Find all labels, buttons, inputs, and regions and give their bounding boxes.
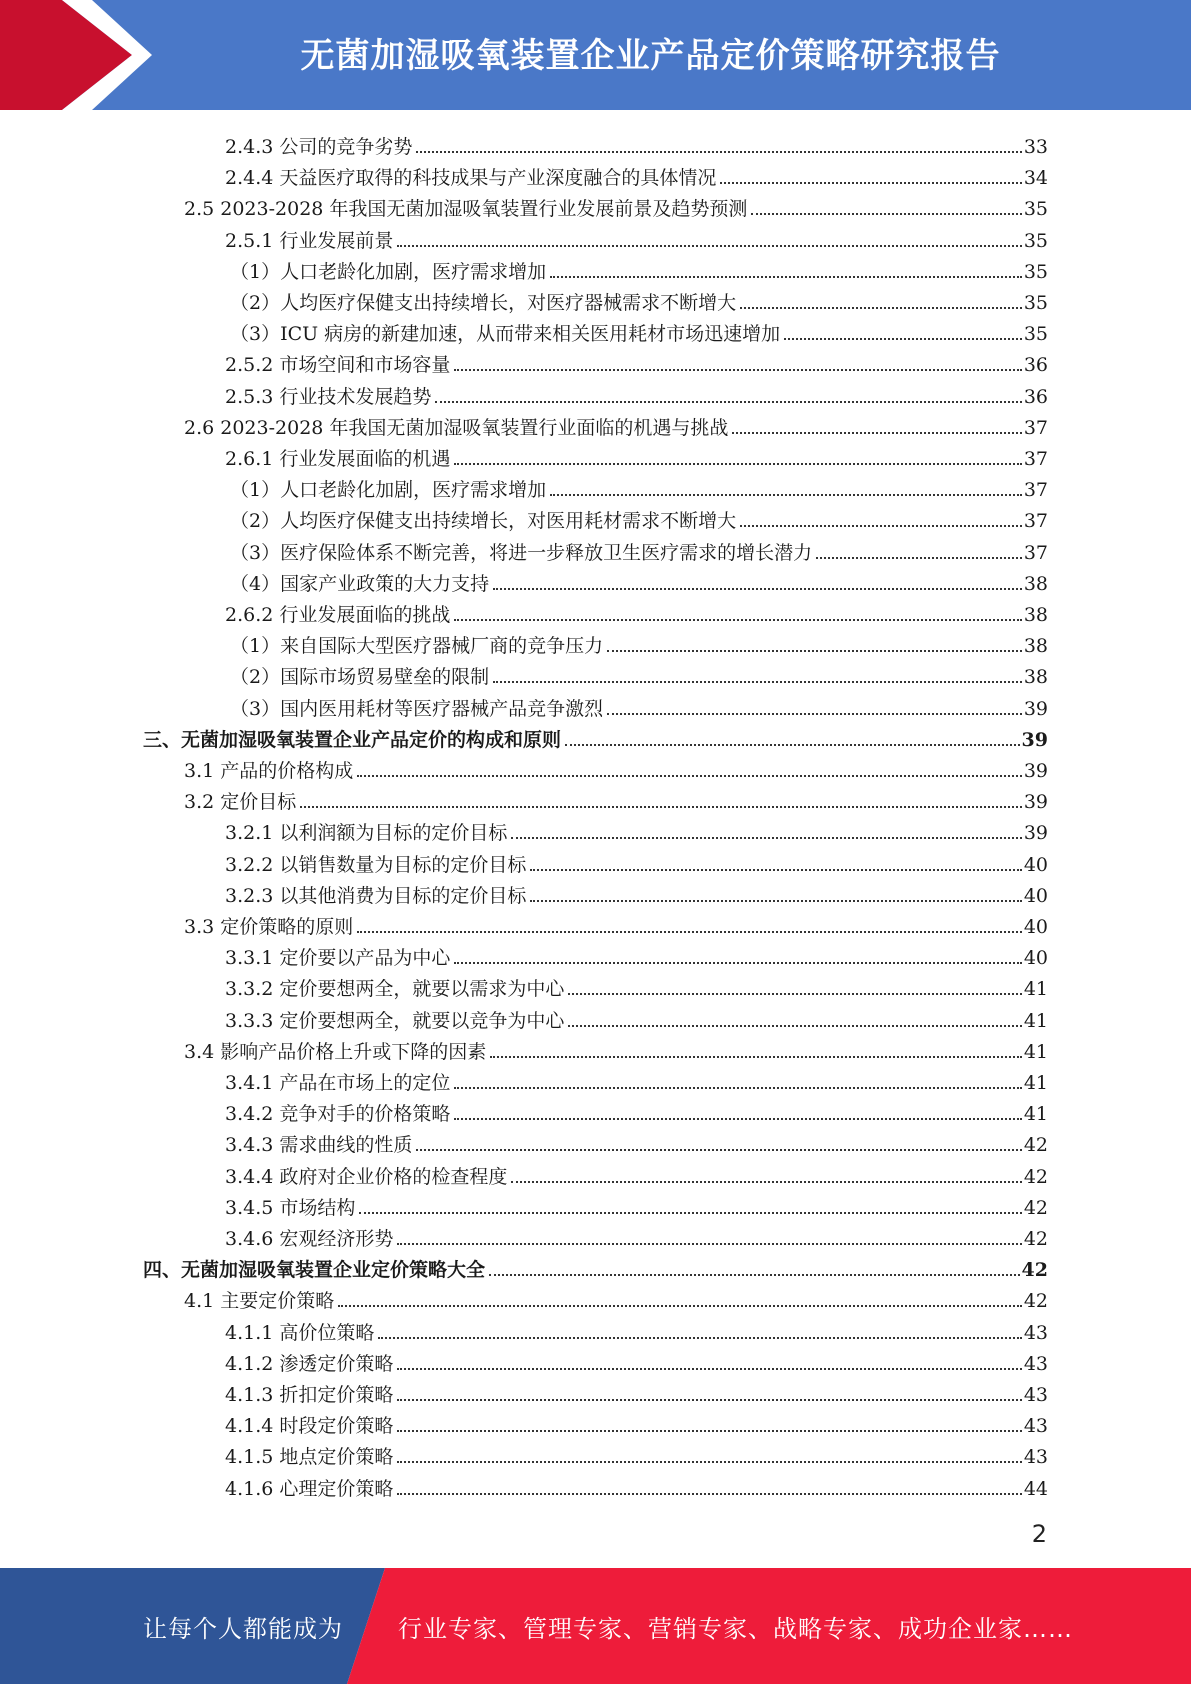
- toc-entry[interactable]: [225, 1095, 1048, 1126]
- toc-dot-leader: [732, 432, 1021, 434]
- toc-entry-page: 44: [1023, 1477, 1048, 1500]
- toc-entry-label: 3.3.1 定价要以产品为中心: [225, 947, 451, 970]
- toc-dot-leader: [511, 1181, 1021, 1183]
- toc-entry-page: 38: [1023, 572, 1048, 595]
- toc-entry-page: 41: [1023, 1009, 1048, 1032]
- toc-dot-leader: [490, 1056, 1022, 1058]
- toc-entry-page: 40: [1023, 853, 1048, 876]
- toc-entry-label: 3.4.6 宏观经济形势: [225, 1228, 394, 1250]
- toc-entry-label: （3）ICU 病房的新建加速，从而带来相关医用耗材市场迅速增加: [230, 323, 781, 346]
- toc-dot-leader: [511, 837, 1021, 839]
- toc-dot-leader: [530, 900, 1021, 902]
- toc-entry[interactable]: [225, 159, 1048, 190]
- toc-dot-leader: [530, 869, 1021, 871]
- toc-entry-page: 35: [1023, 323, 1048, 346]
- toc-dot-leader: [454, 463, 1021, 465]
- toc-dot-leader: [489, 1274, 1020, 1276]
- toc-entry-label: 2.6.2 行业发展面临的挑战: [225, 604, 451, 626]
- toc-entry[interactable]: [230, 502, 1048, 533]
- toc-entry[interactable]: [225, 128, 1048, 159]
- toc-entry[interactable]: [225, 1345, 1048, 1376]
- toc-entry-page: 40: [1023, 916, 1048, 938]
- toc-entry[interactable]: [230, 315, 1048, 346]
- toc-entry-page: 37: [1023, 416, 1048, 439]
- toc-entry[interactable]: [230, 658, 1048, 689]
- toc-entry[interactable]: [184, 752, 1048, 783]
- page-footer: [0, 1568, 1191, 1684]
- toc-entry-page: 42: [1023, 1290, 1048, 1313]
- toc-entry-page: 35: [1023, 198, 1048, 221]
- toc-entry-label: 4.1.1 高价位策略: [225, 1321, 375, 1344]
- toc-dot-leader: [397, 1461, 1021, 1463]
- toc-dot-leader: [720, 182, 1021, 184]
- toc-entry-page: 35: [1023, 229, 1048, 252]
- toc-entry-page: 43: [1023, 1321, 1048, 1344]
- toc-entry-page: 40: [1023, 947, 1048, 970]
- toc-entry-page: 39: [1021, 728, 1048, 751]
- toc-entry-label: 3.4.4 政府对企业价格的检查程度: [225, 1165, 508, 1188]
- toc-dot-leader: [357, 931, 1022, 933]
- toc-dot-leader: [454, 369, 1021, 371]
- toc-entry-label: 2.5.2 市场空间和市场容量: [225, 354, 451, 377]
- toc-entry-label: 3.3.2 定价要想两全，就要以需求为中心: [225, 978, 565, 1001]
- toc-entry[interactable]: [230, 690, 1048, 721]
- toc-entry[interactable]: [225, 596, 1048, 627]
- toc-dot-leader: [751, 213, 1021, 215]
- toc-entry-label: （1）人口老龄化加剧，医疗需求增加: [230, 260, 547, 283]
- toc-entry-label: （3）医疗保险体系不断完善，将进一步释放卫生医疗需求的增长潜力: [230, 541, 813, 564]
- toc-entry[interactable]: [225, 939, 1048, 970]
- toc-entry-label: 2.4.4 天益医疗取得的科技成果与产业深度融合的具体情况: [225, 167, 717, 190]
- toc-entry-label: 4.1.4 时段定价策略: [225, 1415, 394, 1438]
- toc-entry[interactable]: [225, 378, 1048, 409]
- toc-entry-page: 43: [1023, 1352, 1048, 1375]
- toc-entry[interactable]: [230, 253, 1048, 284]
- toc-entry[interactable]: [225, 1314, 1048, 1345]
- toc-entry[interactable]: [143, 721, 1048, 752]
- toc-entry[interactable]: [184, 908, 1048, 939]
- toc-entry-page: 39: [1023, 760, 1048, 782]
- toc-entry-label: 4.1.6 心理定价策略: [225, 1477, 394, 1500]
- toc-entry-label: 4.1.5 地点定价策略: [225, 1446, 394, 1469]
- toc-dot-leader: [300, 806, 1022, 808]
- toc-entry-label: 2.5.1 行业发展前景: [225, 229, 394, 252]
- toc-dot-leader: [397, 1493, 1021, 1495]
- toc-entry-page: 39: [1023, 791, 1048, 814]
- toc-entry-page: 40: [1023, 884, 1048, 907]
- toc-entry[interactable]: [184, 190, 1048, 221]
- toc-dot-leader: [568, 1025, 1021, 1027]
- toc-dot-leader: [784, 338, 1022, 340]
- toc-dot-leader: [607, 713, 1022, 715]
- toc-dot-leader: [454, 1118, 1021, 1120]
- toc-entry-page: 41: [1023, 1072, 1048, 1094]
- toc-dot-leader: [416, 1149, 1021, 1151]
- toc-dot-leader: [568, 993, 1021, 995]
- toc-entry-page: 35: [1023, 260, 1048, 283]
- toc-entry-label: 4.1 主要定价策略: [184, 1290, 335, 1313]
- toc-entry-label: （2）人均医疗保健支出持续增长，对医用耗材需求不断增大: [230, 510, 737, 533]
- toc-entry[interactable]: [225, 1470, 1048, 1501]
- toc-entry[interactable]: [143, 1251, 1048, 1282]
- page-number: 2: [1031, 1520, 1047, 1548]
- toc-entry-page: 42: [1023, 1134, 1048, 1157]
- toc-entry-page: 37: [1023, 479, 1048, 502]
- toc-entry-page: 36: [1023, 385, 1048, 408]
- footer-slogan-right: 行业专家、管理专家、营销专家、战略专家、成功企业家……: [398, 1614, 1073, 1643]
- toc-entry[interactable]: [184, 783, 1048, 814]
- toc-dot-leader: [493, 681, 1022, 683]
- toc-entry[interactable]: [225, 1064, 1048, 1095]
- toc-entry-label: （3）国内医用耗材等医疗器械产品竞争激烈: [230, 697, 604, 720]
- toc-dot-leader: [338, 1305, 1022, 1307]
- toc-dot-leader: [565, 744, 1020, 746]
- toc-entry[interactable]: [225, 1158, 1048, 1189]
- toc-entry-label: 3.4.3 需求曲线的性质: [225, 1134, 413, 1157]
- footer-slogan-left: 让每个人都能成为: [143, 1614, 343, 1643]
- toc-entry-page: 37: [1023, 448, 1048, 470]
- toc-entry[interactable]: [184, 1033, 1048, 1064]
- toc-entry[interactable]: [225, 1126, 1048, 1157]
- toc-entry[interactable]: [225, 222, 1048, 253]
- toc-entry-label: （1）人口老龄化加剧，医疗需求增加: [230, 479, 547, 502]
- toc-entry-page: 43: [1023, 1384, 1048, 1406]
- toc-entry-page: 39: [1023, 822, 1048, 845]
- toc-dot-leader: [550, 276, 1022, 278]
- toc-dot-leader: [397, 1430, 1021, 1432]
- toc-entry-label: 3.3.3 定价要想两全，就要以竞争为中心: [225, 1009, 565, 1032]
- toc-dot-leader: [454, 1087, 1021, 1089]
- toc-entry-page: 39: [1023, 697, 1048, 720]
- document-title: 无菌加湿吸氧装置企业产品定价策略研究报告: [300, 35, 1001, 76]
- toc-entry-label: 3.2.3 以其他消费为目标的定价目标: [225, 884, 527, 907]
- toc-dot-leader: [397, 1399, 1021, 1401]
- toc-entry[interactable]: [225, 1002, 1048, 1033]
- page-header: [0, 0, 1191, 110]
- toc-entry-label: （1）来自国际大型医疗器械厂商的竞争压力: [230, 635, 604, 658]
- toc-dot-leader: [550, 494, 1022, 496]
- toc-entry-page: 43: [1023, 1415, 1048, 1438]
- toc-entry-page: 42: [1023, 1165, 1048, 1188]
- toc-entry[interactable]: [230, 284, 1048, 315]
- toc-entry-page: 36: [1023, 354, 1048, 377]
- toc-dot-leader: [397, 1368, 1021, 1370]
- toc-entry-label: （4）国家产业政策的大力支持: [230, 572, 490, 595]
- toc-entry-label: 3.4.1 产品在市场上的定位: [225, 1072, 451, 1094]
- toc-entry-page: 41: [1023, 978, 1048, 1001]
- toc-entry[interactable]: [230, 627, 1048, 658]
- toc-entry-page: 38: [1023, 635, 1048, 658]
- toc-entry-page: 41: [1023, 1103, 1048, 1126]
- toc-entry-label: 3.2.1 以利润额为目标的定价目标: [225, 822, 508, 845]
- toc-entry-label: 4.1.2 渗透定价策略: [225, 1352, 394, 1375]
- toc-dot-leader: [740, 307, 1022, 309]
- toc-entry-label: 2.6 2023-2028 年我国无菌加湿吸氧装置行业面临的机遇与挑战: [184, 416, 729, 439]
- toc-entry-label: 3.2.2 以销售数量为目标的定价目标: [225, 853, 527, 876]
- toc-dot-leader: [378, 1337, 1021, 1339]
- toc-entry-label: 3.4.5 市场结构: [225, 1196, 356, 1219]
- toc-entry-label: 4.1.3 折扣定价策略: [225, 1384, 394, 1406]
- toc-entry[interactable]: [230, 534, 1048, 565]
- toc-entry[interactable]: [225, 346, 1048, 377]
- toc-entry[interactable]: [184, 409, 1048, 440]
- toc-entry[interactable]: [225, 1220, 1048, 1251]
- toc-dot-leader: [493, 588, 1022, 590]
- toc-dot-leader: [416, 151, 1021, 153]
- toc-dot-leader: [397, 1243, 1021, 1245]
- toc-entry[interactable]: [225, 1189, 1048, 1220]
- toc-dot-leader: [816, 557, 1022, 559]
- toc-entry[interactable]: [225, 1438, 1048, 1469]
- toc-entry-label: 四、无菌加湿吸氧装置企业定价策略大全: [143, 1259, 486, 1282]
- toc-entry[interactable]: [225, 846, 1048, 877]
- toc-entry-page: 37: [1023, 510, 1048, 533]
- toc-entry[interactable]: [225, 877, 1048, 908]
- toc-entry-label: 3.3 定价策略的原则: [184, 916, 354, 938]
- toc-entry-page: 41: [1023, 1040, 1048, 1063]
- toc-entry-page: 34: [1023, 167, 1048, 190]
- toc-entry-page: 35: [1023, 292, 1048, 314]
- toc-entry-page: 38: [1023, 666, 1048, 689]
- toc-dot-leader: [359, 1212, 1021, 1214]
- toc-entry-label: 2.5.3 行业技术发展趋势: [225, 385, 432, 408]
- toc-entry-page: 38: [1023, 604, 1048, 626]
- toc-entry-page: 43: [1023, 1446, 1048, 1469]
- toc-entry[interactable]: [225, 814, 1048, 845]
- toc-entry[interactable]: [230, 471, 1048, 502]
- toc-entry[interactable]: [225, 970, 1048, 1001]
- toc-entry-page: 42: [1023, 1196, 1048, 1219]
- toc-dot-leader: [454, 962, 1021, 964]
- toc-entry-label: 3.2 定价目标: [184, 791, 297, 814]
- toc-entry-label: 3.4.2 竞争对手的价格策略: [225, 1103, 451, 1126]
- toc-entry-label: 2.4.3 公司的竞争劣势: [225, 136, 413, 158]
- toc-entry-page: 42: [1021, 1259, 1048, 1282]
- toc-entry-label: 2.6.1 行业发展面临的机遇: [225, 448, 451, 470]
- toc-entry-label: （2）国际市场贸易壁垒的限制: [230, 666, 490, 689]
- toc-dot-leader: [397, 245, 1021, 247]
- toc-entry-label: （2）人均医疗保健支出持续增长，对医疗器械需求不断增大: [230, 292, 737, 314]
- toc-dot-leader: [454, 619, 1021, 621]
- toc-entry[interactable]: [184, 1282, 1048, 1313]
- toc-dot-leader: [435, 401, 1021, 403]
- toc-entry[interactable]: [225, 1407, 1048, 1438]
- toc-dot-leader: [357, 775, 1022, 777]
- toc-entry-label: 3.4 影响产品价格上升或下降的因素: [184, 1040, 487, 1063]
- toc-dot-leader: [740, 525, 1022, 527]
- toc-entry-label: 三、无菌加湿吸氧装置企业产品定价的构成和原则: [143, 728, 562, 751]
- toc-dot-leader: [607, 650, 1022, 652]
- toc-entry[interactable]: [230, 565, 1048, 596]
- toc-entry[interactable]: [225, 440, 1048, 471]
- toc-entry[interactable]: [225, 1376, 1048, 1407]
- toc-entry-label: 2.5 2023-2028 年我国无菌加湿吸氧装置行业发展前景及趋势预测: [184, 198, 748, 221]
- toc-entry-page: 33: [1023, 136, 1048, 158]
- toc-entry-page: 42: [1023, 1228, 1048, 1250]
- toc-entry-label: 3.1 产品的价格构成: [184, 760, 354, 782]
- toc-entry-page: 37: [1023, 541, 1048, 564]
